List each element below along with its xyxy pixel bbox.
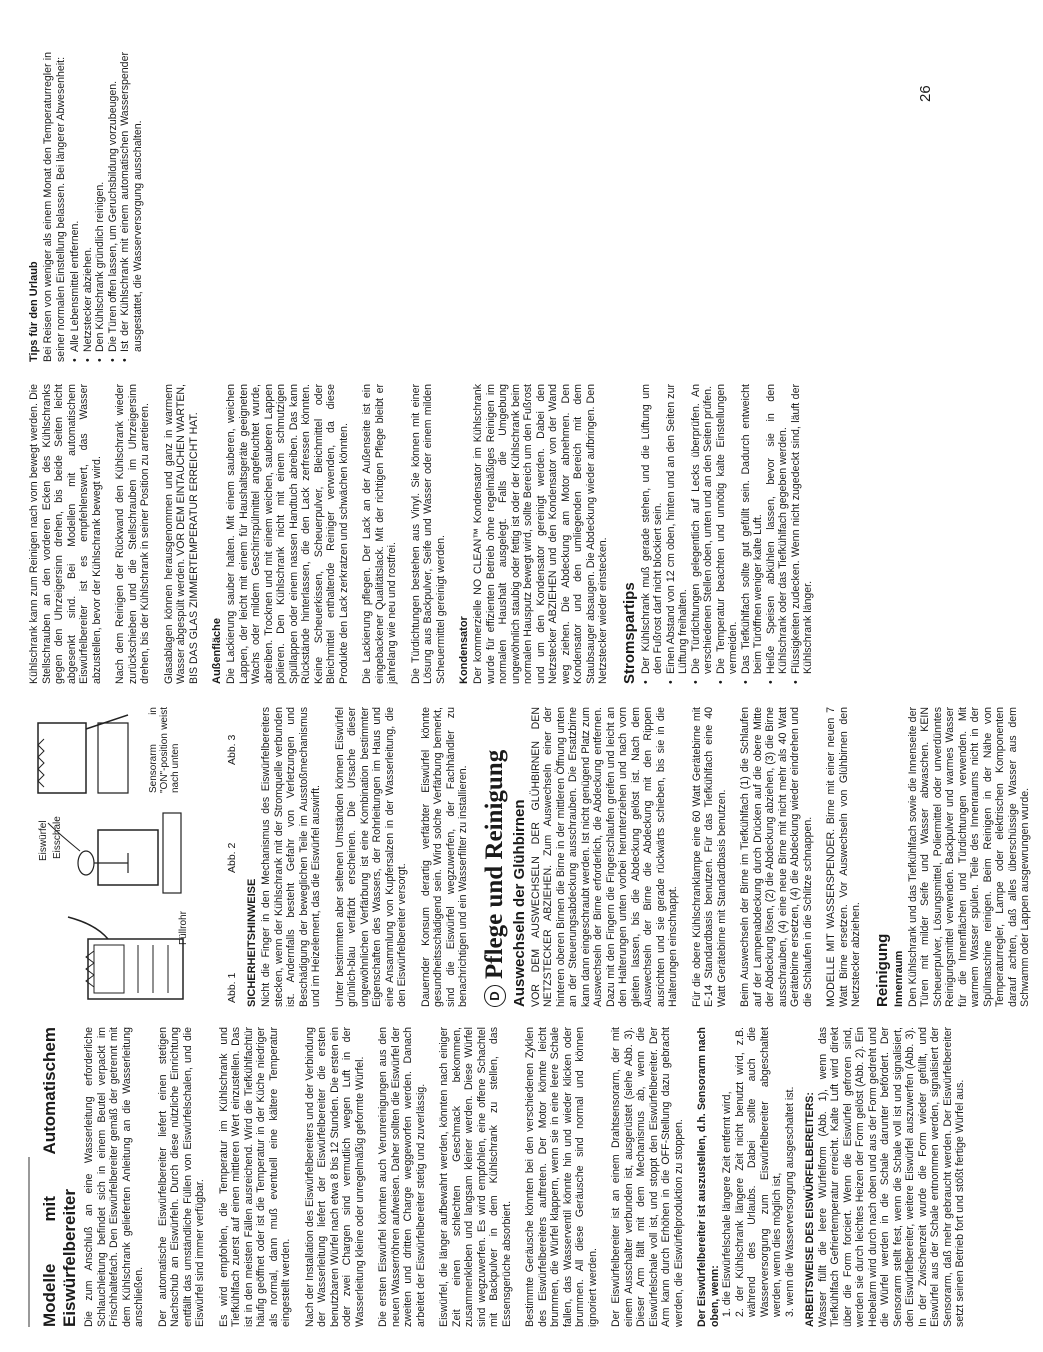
cropped-heading-remnant [28,1157,36,1327]
heading-exterior: Außenfläche [211,617,223,684]
label-ice-bin: Eisschale [52,816,63,859]
list-item: • Das Tiefkühlfach sollte gut gefüllt sein. Dadurch entweicht beim Türöffnen weniger kalte Luft. [740,384,765,684]
heading-ice-maker: Modelle mit Automatischem Eiswürfelbereiter [40,1027,79,1327]
paragraph: Der automatische Eiswürfelbereiter liefert einen stetigen Nachschub an Eiswürfeln. Durch diese nützliche Einrichtung entfällt das umständliche Füllen von Eiswürfelschalen, und die Eiswürfel sind immer verfügbar. [156,1027,206,1327]
paragraph: Die Türdichtungen bestehen aus Vinyl. Sie können mit einer Lösung aus Backpulver, Seife und Wasser oder einem milden Scheuermittel gereinigt werden. [409,384,447,684]
list-item: • Die Türdichtungen gelegentlich auf Lecks überprüfen. An verschiedenen Stellen oben, unten und an den Seiten prüfen. [690,384,715,684]
figure-2 [28,805,238,903]
paragraph: Die Lackierung pflegen. Der Lack an der Außenseite ist ein eingebackener Qualitätslack. Mit der richtigen Pflege bleibt er jahrelang wie neu und rostfrei. [361,384,398,684]
ice-maker-drawing-3 [28,707,148,799]
heading-safety: SICHERHEITSHINWEISE [246,878,258,1007]
label-sensor-arm: Sensorarm in "ON"-position weist nach unten [148,707,181,793]
paragraph: Der kommerzielle NO CLEAN™ Kondensator im Kühlschrank wurde für effizienten Betrieb ohne regelmäßiges Reinigen im normalen Haushalt ausgelegt. Falls die Umgebung ungewöhnlich staubig oder fettig ist oder der Kühlschrank beim normalen Hausputz bewegt wird, sollte Bereich um den Fußrost und um den Kondensator gereinigt werden. Dabei den Netzstecker ABZIEHEN und den Kondensator von der Wand weg ziehen. Die Abdeckung am Motor abnehmen. Den Kondensator und den umliegenden Bereich mit dem Staubsauger absaugen. Die Abdeckung wieder aufbringen. Den Netzstecker wieder einstecken. [472,384,609,684]
list-item: • Einen Abstand von 12 cm oben, hinten und an den Seiten zur Lüftung freihalten. [665,384,690,684]
label-fill-tube: Füllrohr [178,911,189,945]
list-item: • Flüssigkeiten zudecken. Wenn nicht zugedeckt sind, läuft der Kühlschrank länger. [790,384,815,684]
figure-3 [28,707,238,799]
caption-abb-3: Abb. 3 [225,734,238,765]
list-item: • Ist der Kühlschrank mit einem automatischen Wasserspender ausgestattet, die Wasserversorgung ausschalten. [119,52,144,362]
heading-condenser: Kondensator [458,616,470,684]
paragraph: Bei Reisen von weniger als einem Monat den Temperaturregler in seiner normalen Einstellung belassen. Bei längerer Abwesenheit: [42,52,67,362]
paragraph: VOR DEM AUSWECHSELN DER GLÜHBIRNEN DEN NETZSTECKER ABZIEHEN. Zum Auswechseln einer der hinteren oberen Birnen die Birne in der mittleren Öffnung unten an der Steuerungsabdeckung ausschrauben. Die Ersatzbirne kann dann eingeschraubt werden. Ist nicht genügend Platz zum Auswechseln der Birne erforderlich, die Abdeckung entfernen. Dazu mit den Fingern die Fingerschlaufen greifen und leicht an den Halterungen unten vorbei herunterziehen und nach vorn gleiten lassen, bis die Abdeckung gelöst ist. Nach dem Auswechseln der Birne die Abdeckung mit den Rippen ausrichten und sie gerade rückwärts schieben, bis sie in die Halterungen einschnappt. [529,707,679,1007]
list-item: • Die Türen offen lassen, um Geruchsbildung vorzubeugen. [107,52,120,362]
subheading-operation: ARBEITSWEISE DES EISWÜRFELBEREITERS: [804,1092,816,1327]
paragraph: Glasablagen können herausgenommen und ganz in warmem Wasser abgespült werden. VOR DEM EINTAUCHEN WARTEN, BIS DAS GLAS ZIMMERTEMPERATUR ERREICHT HAT. [162,384,200,684]
paragraph: Beim Auswechseln der Birne im Tiefkühlfach (1) die Schlaufen auf der Lampenabdeckung durch Drücken auf die obere Mitte der Abdeckung lösen, (2) die Abdeckung abziehen, (3) die Birne ausschrauben, (4) eine neue Birne mit nicht mehr als 40 Watt Gerätebirne ersetzen, (4) die Abdeckung wieder eindrehen und die Schlaufen in die Schlitze schnappen. [739,707,814,1007]
figure-row [28,707,238,1007]
column-ice-maker [28,1027,978,1327]
off-conditions-list [721,1027,796,1327]
section-title-care [481,707,509,1007]
paragraph: Eiswürfel, die länger aufbewahrt werden, könnten nach einiger Zeit einen schlechten Geschmack bekommen, zusammenkleben und langsam kleiner werden. Diese Würfel sind wegzuwerfen. Es wird empfohlen, eine offene Schachtel mit Backpulver in dem Kühlschrank zu stellen, das Essensgerüche absorbiert. [438,1027,513,1327]
page-number: 26 [917,85,934,102]
lead-sentence: Der Eiswürfelbereiter ist auszustellen, d.h. Sensorarm nach oben, wenn: [696,1027,721,1327]
paragraph: Die Lackierung sauber halten. Mit einem sauberen, weichen Lappen, der leicht mit einem für Haushaltsgeräte geeigneten Wachs oder mildem Geschirrspülmittel angefeuchtet wurde, abreiben. Trocknen und mit einem weichen, sauberen Lappen polieren. Den Kühlschrank nicht mit einem schmutzigen Spüllappen oder einem nassen Handtuch abreiben. Das kann Rückstände hinterlassen, die den Lack zerfressen könnten. Keine Scheuerkissen, Scheuerpulver, Bleichmittel oder Bleichmittel enthaltende Reiniger verwenden, da diese Produkte den Lack zerkratzen und schwächen könnten. [225,384,350,684]
paragraph: Dauernder Konsum derartig verfärbter Eiswürfel könnte gesundheitsschädigend sein. Wird solche Verfärbung bemerkt, sind die Eiswürfel wegzuwerfen, der Fachhändler zu benachrichtigen und ein Wasserfilter zu installieren. [419,707,469,1007]
label-ice-cube: Eiswürfel [38,820,49,861]
column-cleaning-energy [28,384,823,684]
paragraph: Nach der Installation des Eiswürfelbereiters und der Verbindung der Wasserleitung liefert der Eiswürfelbereiter die ersten benutzbaren Würfel nach etwa 8 bis 12 Stunden. Die ersten ein oder zwei Chargen sind vermutlich wegen Luft in der Wasserleitung kleine oder unregelmäßig geformte Würfel. [303,1027,366,1327]
section-title-text: Pflege und Reinigung [480,749,508,979]
vacation-list [69,52,144,362]
caption-abb-1: Abb. 1 [225,972,238,1003]
paragraph: Die ersten Eiswürfel könnten auch Verunreinigungen aus den neuen Wasserröhren aufweisen. Daher sollten die Eiswürfel der zweiten und dritten Charge weggeworfen werden. Danach arbeitet der Eiswürfelbereiter stetig und zuverlässig. [377,1027,427,1327]
paragraph: MODELLE MIT WASSERSPENDER. Birne mit einer neuen 7 Watt Birne ersetzen. Vor Auswechseln von Glühbirnen den Netzstecker abziehen. [825,707,862,1007]
section-letter-badge: D [484,985,506,1007]
paragraph: Die zum Anschluß an eine Wasserleitung erforderliche Schlauchleitung befindet sich in einem Beutel verpackt im Frischhaltefach. Den Eiswürfelbereiter gemäß der getrennt mit dem Kühlschrank gelieferten Anleitung an die Wasserleitung anschließen. [83,1027,145,1327]
column-safety-care [28,707,1043,1007]
heading-cleaning: Reinigung [873,933,891,1007]
list-item: • Alle Lebensmittel entfernen. [69,52,82,362]
ice-maker-drawing-1 [28,909,198,1007]
heading-energy-tips: Stromspartips [620,582,638,684]
list-item: • Der Kühlschrank muß gerade stehen, und die Lüftung um den Fußrost darf nicht blockiert sein. [640,384,665,684]
list-item: 1. die Eiswürfelschale längere Zeit entfernt wird, [721,1091,733,1317]
energy-tips-list [640,384,815,684]
paragraph: Kühlschrank kann zum Reinigen nach vorn bewegt werden. Die Stellschrauben an den vorderen Ecken des Kühlschranks gegen den Uhrzeigersinn drehen, bis beide Seiten leicht abgesenkt sind. Bei Modellen mit automatischem Eiswürfelbereiter ist es empfehlenswert, das Wasser abzustellen, bevor der Kühlschrank bewegt wird. [28,384,103,684]
list-item: • Den Kühlschrank gründlich reinigen. [94,52,107,362]
paragraph: Nicht die Finger in den Mechanismus des Eiswürfelbereiters stecken, wenn der Kühlschrank mit der Stromquelle verbunden ist. Andernfalls besteht Gefahr von Verletzungen und Beschädigung der beweglichen Teile im Ausstoßmechanismus und im Heizelement, das die Eiswürfel auswirft. [260,707,322,1007]
list-item: • Netzstecker abziehen. [82,52,95,362]
paragraph: Unter bestimmten aber seltenen Umständen können Eiswürfel grünlich-blau verfärbt erscheinen. Die Ursache dieser ungewöhnlichen Verfärbung ist eine Kombination bestimmter Eigenschaften des Wassers, der Rohrleitungen im Haus und eine Ansammlung von Kupfersalzen in der Wasserleitung, die den Eiswürfelbereiter versorgt. [333,707,408,1007]
figure-1 [28,909,238,1007]
caption-abb-2: Abb. 2 [225,842,238,873]
paragraph: Den Kühlschrank und das Tiefkühlfach sowie die Innenseite der Türen mit milder Seife und Wasser abwaschen. KEIN Scheuerpulver, Lösungsmittel, Poliermittel oder unverdünntes Reinigungsmittel verwenden. Backpulver und warmes Wasser für die Innenflächen und Türdichtungen verwenden. Mit warmem Wasser spülen. Teile des Innenraums nicht in der Spülmaschine reinigen. Beim Reinigen in der Nähe von Temperaturregler, Lampe oder elektrischen Komponenten darauf achten, daß alles überschüssige Wasser aus dem Schwamm oder Lappen ausgewrungen wurde. [906,707,1031,1007]
list-item: • Heiße Speisen abkühlen lassen, bevor sie in den Kühlschrank oder das Tiefkühlfach gegeben werden. [765,384,790,684]
paragraph: Für die obere Kühlschranklampe eine 60 Watt Gerätebirne mit E-14 Standardbasis benutzen. Für das Tiefkühlfach eine 40 Watt Gerätebirne mit Standardbasis benutzen. [690,707,728,1007]
heading-bulbs: Auswechseln der Glühbirnen [510,799,528,1007]
list-item: • Die Temperatur beachten und unnötig kalte Einstellungen vermeiden. [715,384,740,684]
heading-interior: Innenraum [892,950,905,1007]
list-item: 3. wenn die Wasserversorgung ausgeschaltet ist. [783,1086,796,1317]
paragraph: Nach dem Reinigen der Rückwand den Kühlschrank wieder zurückschieben und die Stellschrauben im Uhrzeigersinn drehen, bis der Kühlschrank in seiner Position zu arretieren. [114,384,151,684]
paragraph: Wasser füllt die leere Würfelform (Abb. 1), wenn das Tiefkühlfach Gefriertemperatur erreicht. Kalte Luft wird direkt über die Form forciert. Wenn die Eiswürfel gefroren sind, werden sie durch leichtes Heizen der Form gelöst (Abb. 2). Ein Hebelarm wird durch nach oben und aus der Form gedreht und die Würfel werden in die Schale darunter befördert. Der Sensorarm stellt fest, wenn die Schale voll ist und signalisiert, den Eiswürfelbereiter, weitere Eiswürfel auszuwerfen (Abb. 3). In der Zwischenzeit wurde die Form wieder gefüllt, und Eiswürfel aus der Schale entnommen werden, signalisiert der Sensorarm, daß mehr gebraucht werden. Der Eiswürfelbereiter setzt seinen Betrieb fort und stößt fertige Würfel aus. [816,1027,966,1327]
list-item: 2. der Kühlschrank längere Zeit nicht benutzt wird, z.B. während des Urlaubs. Dabei sollte auch die Wasserversorgung zum Eiswürfelbereiter abgeschaltet werden, wenn dies möglich ist, [733,1027,783,1317]
paragraph: Es wird empfohlen, die Temperatur im Kühlschrank und Tiefkühlfach zuerst auf einen mittleren Wert einzustellen. Das ist in den meisten Fällen ausreichend. Wird die Tiefkühlfachtür häufig geöffnet oder ist die Temperatur in der Küche niedriger als normal, dann muß eventuell eine kältere Temperatur eingestellt werden. [217,1027,292,1327]
paragraph: Der Eiswürfelbereiter ist an einem Drahtsensorarm, der mit einem Ausschalter verbunden ist, ausgerüstet (siehe Abb. 3). Dieser Arm fällt mit dem Mechanismus ab, wenn die Eiswürfelschale voll ist, und stoppt den Eiswürfelbereiter. Der Arm kann durch Erhöhen in die OFF-Stellung dazu gebracht werden, die Eiswürfelproduktion zu stoppen. [610,1027,685,1327]
column-vacation [28,52,152,362]
paragraph: Bestimmte Geräusche könnten bei den verschiedenen Zyklen des Eiswürfelbereiters auftreten. Der Motor könnte leicht brummen, die Würfel klappern, wenn sie in eine leere Schale fallen, das Wasserventil könnte hin und wieder klicken oder brummen. All diese Geräusche sind normal und können ignoriert werden. [524,1027,599,1327]
heading-vacation: Tips für den Urlaub [28,261,40,362]
